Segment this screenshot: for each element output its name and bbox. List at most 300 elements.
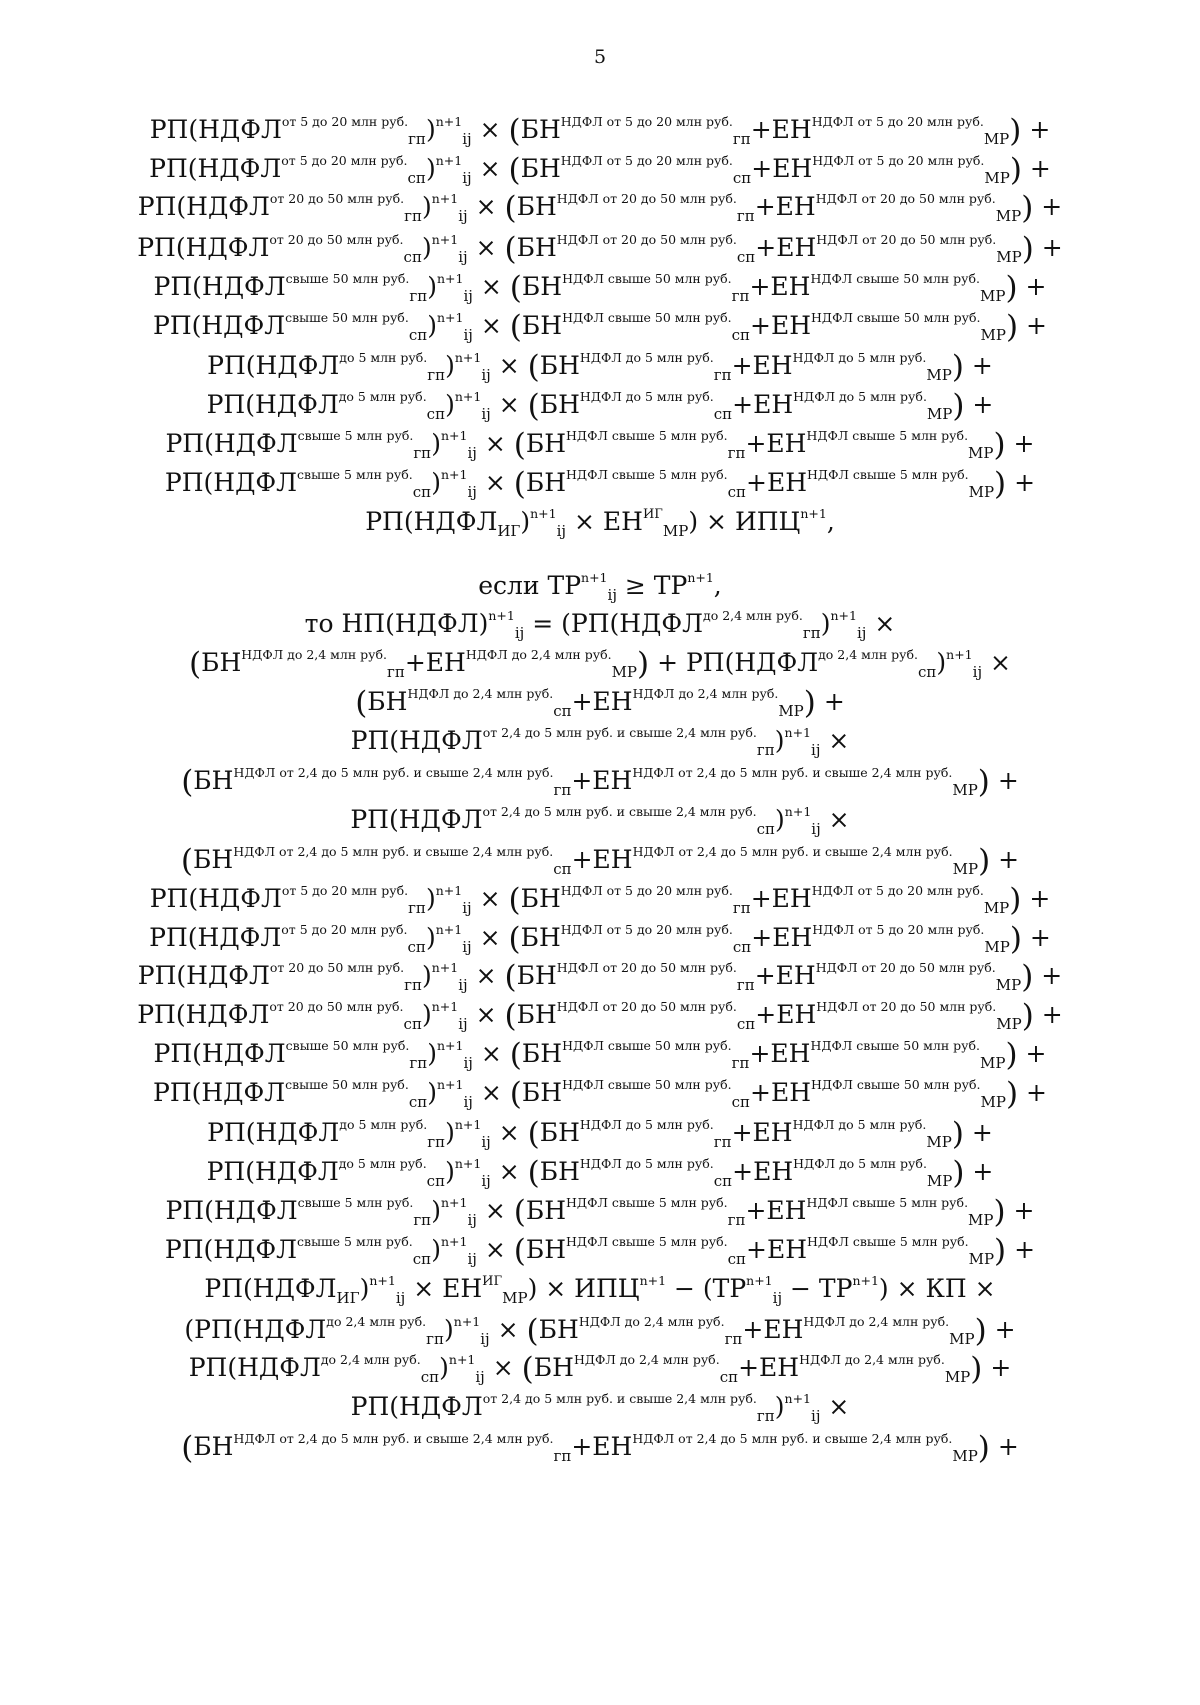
formula-segment: ИГ bbox=[497, 522, 521, 540]
formula-segment: гп bbox=[736, 976, 755, 994]
formula-segment: гп bbox=[732, 130, 751, 148]
formula-segment: × bbox=[476, 429, 514, 458]
formula-segment: +ЕН bbox=[750, 115, 812, 144]
formula-segment: РП(НДФЛ bbox=[137, 192, 270, 221]
formula-segment: сп bbox=[403, 248, 422, 266]
formula-segment: свыше 50 млн руб. bbox=[285, 1038, 410, 1053]
formula-segment: ) bbox=[421, 1000, 432, 1029]
formula-segment: ) bbox=[1009, 152, 1022, 188]
formula-segment: НДФЛ от 5 до 20 млн руб. bbox=[560, 922, 733, 937]
formula-segment: БН bbox=[520, 115, 561, 144]
formula-segment: МР bbox=[952, 860, 979, 878]
formula-segment: гп bbox=[408, 899, 426, 917]
formula-segment: ) bbox=[1021, 998, 1034, 1034]
formula-segment: от 5 до 20 млн руб. bbox=[281, 153, 408, 168]
formula-segment: гп bbox=[404, 976, 422, 994]
formula-segment: n+1 bbox=[431, 960, 459, 975]
formula-segment: сп bbox=[426, 1172, 446, 1190]
formula-segment: сп bbox=[403, 1015, 422, 1033]
formula-segment: РП(НДФЛ bbox=[188, 1353, 321, 1382]
formula-segment: гп bbox=[736, 207, 755, 225]
formula-segment: гп bbox=[727, 444, 746, 462]
formula-segment: ) bbox=[421, 192, 432, 221]
formula-segment: + bbox=[1021, 923, 1051, 952]
formula-segment: НДФЛ до 2,4 млн руб. bbox=[465, 647, 612, 662]
formula-segment: × ЕН bbox=[566, 507, 643, 536]
formula-segment: РП(НДФЛ bbox=[149, 923, 282, 952]
formula-segment: ij bbox=[463, 326, 473, 344]
formula-line bbox=[0, 572, 1200, 603]
formula-segment: × bbox=[476, 468, 514, 497]
formula-segment: до 5 млн руб. bbox=[338, 389, 427, 404]
formula-segment: ij bbox=[462, 130, 472, 148]
formula-segment: ij bbox=[458, 207, 468, 225]
formula-segment: свыше 5 млн руб. bbox=[297, 1234, 413, 1249]
formula-segment: РП(НДФЛ bbox=[350, 805, 483, 834]
formula-segment: НДФЛ от 5 до 20 млн руб. bbox=[560, 153, 733, 168]
formula-segment: НДФЛ свыше 50 млн руб. bbox=[562, 310, 732, 325]
formula-segment: НДФЛ от 20 до 50 млн руб. bbox=[815, 960, 996, 975]
formula-segment: n+1 bbox=[435, 153, 463, 168]
formula-segment: НДФЛ свыше 5 млн руб. bbox=[806, 428, 969, 443]
formula-segment: НДФЛ от 2,4 до 5 млн руб. и свыше 2,4 млн руб. bbox=[233, 1431, 554, 1446]
formula-segment: НДФЛ свыше 50 млн руб. bbox=[811, 1077, 981, 1092]
formula-segment: НДФЛ до 5 млн руб. bbox=[579, 389, 714, 404]
formula-segment: ( bbox=[508, 882, 521, 918]
formula-segment: ij bbox=[463, 287, 473, 305]
formula-segment: то НП(НДФЛ) bbox=[304, 609, 489, 638]
formula-segment: сп bbox=[736, 1015, 756, 1033]
formula-segment: ) bbox=[1021, 231, 1034, 267]
formula-line bbox=[0, 466, 1200, 502]
formula-segment: гп bbox=[732, 899, 751, 917]
formula-segment: × bbox=[490, 351, 528, 380]
formula-segment: × bbox=[820, 1392, 850, 1421]
formula-line bbox=[0, 806, 1200, 837]
formula-segment: НДФЛ до 5 млн руб. bbox=[792, 350, 927, 365]
formula-segment: ) bbox=[431, 429, 441, 458]
formula-segment: ij bbox=[462, 938, 472, 956]
formula-segment: ) bbox=[951, 1116, 964, 1152]
formula-segment: БН bbox=[516, 233, 557, 262]
formula-segment: × bbox=[471, 115, 509, 144]
formula-segment: n+1 bbox=[800, 506, 827, 521]
formula-segment: ) bbox=[1021, 959, 1034, 995]
formula-segment: БН bbox=[367, 687, 408, 716]
formula-segment: РП(НДФЛ bbox=[207, 1118, 340, 1147]
formula-segment: + bbox=[1006, 468, 1036, 497]
formula-segment: БН bbox=[193, 766, 234, 795]
formula-segment: ij bbox=[772, 1289, 783, 1307]
formula-segment: РП(НДФЛ bbox=[165, 1196, 298, 1225]
formula-segment: +ЕН bbox=[404, 648, 466, 677]
formula-segment: n+1 bbox=[746, 1273, 773, 1288]
formula-segment: n+1 bbox=[431, 999, 459, 1014]
formula-segment: − ТР bbox=[782, 1274, 853, 1303]
formula-segment: сп bbox=[713, 405, 733, 423]
formula-segment: ij bbox=[463, 1093, 473, 1111]
formula-segment: МР bbox=[926, 1172, 953, 1190]
formula-segment: = (РП(НДФЛ bbox=[524, 609, 703, 638]
formula-line bbox=[0, 309, 1200, 345]
formula-segment: ) bbox=[1005, 1076, 1019, 1112]
formula-segment: +ЕН bbox=[751, 923, 813, 952]
formula-segment: + bbox=[986, 1315, 1016, 1344]
formula-segment: НДФЛ до 5 млн руб. bbox=[579, 1117, 714, 1132]
formula-segment: ) bbox=[425, 115, 436, 144]
formula-line bbox=[0, 508, 1200, 539]
formula-segment: ) bbox=[425, 923, 436, 952]
formula-segment: МР bbox=[979, 287, 1006, 305]
formula-segment: × bbox=[490, 1118, 528, 1147]
formula-segment: + bbox=[1033, 961, 1063, 990]
formula-segment: + bbox=[1033, 233, 1063, 262]
formula-segment: РП(НДФЛ bbox=[165, 429, 298, 458]
formula-segment: свыше 50 млн руб. bbox=[285, 271, 410, 286]
formula-segment: НДФЛ от 20 до 50 млн руб. bbox=[815, 191, 996, 206]
formula-segment: НДФЛ до 2,4 млн руб. bbox=[799, 1352, 945, 1367]
formula-segment: ) bbox=[1005, 1037, 1018, 1073]
formula-segment: × bbox=[472, 311, 510, 340]
formula-segment: ) bbox=[820, 609, 831, 638]
formula-segment: × bbox=[471, 154, 509, 183]
formula-segment: n+1 bbox=[581, 570, 608, 585]
formula-segment: гп bbox=[409, 287, 428, 305]
formula-segment: МР bbox=[968, 1250, 995, 1268]
formula-line bbox=[0, 685, 1200, 721]
formula-segment: ) bbox=[1005, 270, 1018, 306]
formula-segment: ) bbox=[359, 1274, 370, 1303]
formula-segment: МР bbox=[926, 405, 953, 423]
formula-segment: n+1 bbox=[946, 647, 973, 662]
formula-segment: ij bbox=[481, 1172, 491, 1190]
formula-segment: +ЕН bbox=[745, 1196, 807, 1225]
formula-segment: сп bbox=[727, 483, 747, 501]
formula-segment: ИГ bbox=[482, 1274, 503, 1289]
formula-segment: n+1 bbox=[448, 1352, 476, 1367]
formula-segment: МР bbox=[662, 522, 689, 540]
formula-segment: + bbox=[964, 1157, 994, 1186]
formula-segment: ) bbox=[977, 1430, 990, 1466]
formula-segment: БН bbox=[539, 1157, 580, 1186]
formula-segment: сп bbox=[731, 1093, 750, 1111]
formula-segment: МР bbox=[778, 702, 804, 720]
formula-segment: ij bbox=[556, 522, 567, 540]
formula-segment: сп bbox=[727, 1250, 747, 1268]
formula-segment: МР bbox=[502, 1289, 528, 1307]
formula-segment: гп bbox=[553, 1447, 572, 1465]
formula-segment: × bbox=[490, 390, 528, 419]
formula-segment: гп bbox=[413, 444, 432, 462]
formula-segment: РП(НДФЛ bbox=[350, 1392, 483, 1421]
formula-segment: сп bbox=[420, 1368, 440, 1386]
formula-segment: ij bbox=[811, 741, 821, 759]
formula-segment: ) bbox=[1009, 113, 1022, 149]
formula-segment: БН bbox=[539, 390, 580, 419]
formula-segment: × bbox=[472, 1039, 510, 1068]
formula-segment: РП(НДФЛ bbox=[153, 1078, 286, 1107]
formula-segment: ( bbox=[527, 388, 540, 424]
formula-segment: БН bbox=[520, 884, 561, 913]
formula-segment: n+1 bbox=[687, 570, 714, 585]
formula-segment: РП(НДФЛ bbox=[365, 507, 498, 536]
formula-segment: МР bbox=[968, 444, 994, 462]
formula-segment: ij bbox=[458, 976, 468, 994]
formula-segment: НДФЛ от 5 до 20 млн руб. bbox=[560, 883, 733, 898]
formula-segment: ( bbox=[513, 1233, 526, 1269]
formula-segment: +ЕН bbox=[754, 192, 816, 221]
formula-segment: ij bbox=[481, 1133, 491, 1151]
formula-segment: ij bbox=[972, 663, 983, 681]
formula-segment: РП(НДФЛ bbox=[137, 1000, 270, 1029]
formula-segment: ) bbox=[445, 1157, 455, 1186]
formula-line bbox=[0, 998, 1200, 1034]
formula-segment: n+1 bbox=[431, 191, 459, 206]
formula-segment: +ЕН bbox=[731, 1118, 793, 1147]
formula-segment: n+1 bbox=[440, 428, 468, 443]
formula-line bbox=[0, 427, 1200, 463]
formula-segment: свыше 5 млн руб. bbox=[297, 428, 414, 443]
formula-segment: гп bbox=[731, 287, 750, 305]
formula-segment: до 5 млн руб. bbox=[339, 1117, 428, 1132]
formula-segment: МР bbox=[611, 663, 638, 681]
formula-segment: РП(НДФЛ bbox=[137, 233, 270, 262]
formula-segment: НДФЛ до 5 млн руб. bbox=[579, 1156, 714, 1171]
formula-segment: НДФЛ от 20 до 50 млн руб. bbox=[556, 191, 737, 206]
formula-segment: ( bbox=[513, 1194, 526, 1230]
formula-segment: РП(НДФЛ bbox=[164, 1235, 298, 1264]
formula-segment: РП(НДФЛ bbox=[137, 961, 270, 990]
formula-segment: НДФЛ от 2,4 до 5 млн руб. и свыше 2,4 млн руб. bbox=[632, 765, 953, 780]
formula-segment: гп bbox=[426, 1330, 444, 1348]
formula-segment: n+1 bbox=[440, 1234, 468, 1249]
formula-segment: РП(НДФЛ bbox=[149, 884, 282, 913]
formula-segment: ) bbox=[970, 1351, 983, 1387]
formula-segment: РП(НДФЛ bbox=[206, 390, 339, 419]
formula-segment: + bbox=[1005, 1196, 1035, 1225]
page-number: 5 bbox=[593, 46, 607, 68]
formula-segment: n+1 bbox=[431, 232, 459, 247]
formula-segment: ij bbox=[462, 169, 472, 187]
formula-segment: × bbox=[982, 648, 1011, 677]
formula-segment: гп bbox=[409, 1054, 428, 1072]
formula-segment: НДФЛ свыше 5 млн руб. bbox=[566, 1234, 728, 1249]
formula-segment: ( bbox=[504, 998, 517, 1034]
formula-segment: n+1 bbox=[454, 389, 482, 404]
formula-segment: ) bbox=[431, 1196, 441, 1225]
formula-segment: ij bbox=[811, 1407, 821, 1425]
formula-segment: гп bbox=[404, 207, 422, 225]
formula-segment: БН bbox=[201, 648, 242, 677]
formula-segment: ij bbox=[856, 624, 867, 642]
formula-segment: сп bbox=[719, 1368, 739, 1386]
formula-segment: БН bbox=[520, 154, 561, 183]
formula-segment: ij bbox=[463, 1054, 473, 1072]
formula-segment: гп bbox=[713, 1133, 732, 1151]
formula-segment: ij bbox=[475, 1368, 485, 1386]
formula-segment: до 2,4 млн руб. bbox=[818, 647, 918, 662]
formula-segment: НДФЛ свыше 50 млн руб. bbox=[811, 310, 981, 325]
formula-segment: до 2,4 млн руб. bbox=[703, 608, 803, 623]
formula-segment: сп bbox=[407, 169, 426, 187]
formula-segment: ) bbox=[1005, 309, 1019, 345]
formula-segment: , bbox=[713, 571, 722, 600]
formula-line bbox=[0, 882, 1200, 918]
formula-segment: + bbox=[989, 766, 1019, 795]
formula-segment: − (ТР bbox=[666, 1274, 747, 1303]
formula-line bbox=[0, 1076, 1200, 1112]
formula-line bbox=[0, 921, 1200, 957]
formula-segment: +ЕН bbox=[742, 1315, 804, 1344]
formula-segment: НДФЛ до 2,4 млн руб. bbox=[578, 1314, 725, 1329]
formula-segment: ( bbox=[180, 843, 194, 879]
formula-line bbox=[0, 113, 1200, 149]
formula-segment: МР bbox=[984, 938, 1010, 956]
formula-segment: до 5 млн руб. bbox=[338, 1156, 427, 1171]
formula-line bbox=[0, 388, 1200, 424]
formula-segment: + bbox=[1005, 429, 1035, 458]
formula-segment: × bbox=[476, 1235, 514, 1264]
formula-segment: от 2,4 до 5 млн руб. и свыше 2,4 млн руб. bbox=[482, 804, 757, 819]
formula-segment: от 5 до 20 млн руб. bbox=[281, 883, 409, 898]
formula-segment: ) bbox=[445, 390, 455, 419]
formula-segment: ) bbox=[439, 1353, 449, 1382]
formula-segment: + bbox=[964, 390, 994, 419]
formula-segment: НДФЛ от 5 до 20 млн руб. bbox=[812, 153, 985, 168]
formula-segment: ИГ bbox=[336, 1289, 360, 1307]
formula-segment: НДФЛ свыше 50 млн руб. bbox=[562, 1038, 732, 1053]
formula-line bbox=[0, 1116, 1200, 1152]
formula-segment: ) bbox=[427, 1039, 437, 1068]
formula-segment: ≥ ТР bbox=[616, 571, 688, 600]
formula-segment: ( bbox=[526, 1313, 539, 1349]
formula-line bbox=[0, 1037, 1200, 1073]
formula-segment: ) bbox=[520, 507, 531, 536]
formula-segment: n+1 bbox=[435, 114, 463, 129]
formula-segment: ( bbox=[513, 466, 526, 502]
formula-line bbox=[0, 1430, 1200, 1466]
formula-segment: n+1 bbox=[436, 1038, 464, 1053]
formula-segment: ) bbox=[444, 1315, 454, 1344]
formula-segment: ( bbox=[508, 113, 521, 149]
formula-line bbox=[0, 764, 1200, 800]
formula-segment: НДФЛ свыше 5 млн руб. bbox=[566, 428, 728, 443]
formula-segment: сп bbox=[408, 326, 428, 344]
formula-segment: × bbox=[820, 805, 850, 834]
formula-segment: +ЕН bbox=[571, 687, 633, 716]
formula-segment: ) bbox=[994, 1233, 1007, 1269]
formula-segment: n+1 bbox=[454, 1117, 482, 1132]
formula-segment: гп bbox=[731, 1054, 750, 1072]
formula-segment: × bbox=[866, 609, 896, 638]
formula-segment: ) bbox=[425, 154, 436, 183]
formula-segment: ) bbox=[427, 1078, 437, 1107]
formula-segment: ij bbox=[514, 624, 525, 642]
formula-segment: +ЕН bbox=[732, 390, 794, 419]
formula-segment: РП(НДФЛ bbox=[149, 154, 282, 183]
formula-segment: +ЕН bbox=[749, 272, 811, 301]
formula-segment: РП(НДФЛ bbox=[164, 468, 298, 497]
formula-segment: ij bbox=[462, 899, 472, 917]
formula-segment: ij bbox=[458, 248, 468, 266]
formula-segment: × bbox=[484, 1353, 522, 1382]
formula-segment: от 2,4 до 5 млн руб. и свыше 2,4 млн руб. bbox=[482, 1391, 757, 1406]
formula-segment: n+1 bbox=[784, 804, 812, 819]
formula-segment: n+1 bbox=[454, 350, 482, 365]
formula-segment: НДФЛ от 5 до 20 млн руб. bbox=[560, 114, 733, 129]
formula-line bbox=[0, 1155, 1200, 1191]
formula-segment: РП(НДФЛ bbox=[153, 1039, 286, 1068]
formula-segment: ( bbox=[509, 1037, 522, 1073]
formula-segment: ) bbox=[425, 884, 436, 913]
formula-segment: свыше 50 млн руб. bbox=[285, 310, 409, 325]
formula-segment: ) × ИПЦ bbox=[688, 507, 801, 536]
formula-segment: ) bbox=[993, 427, 1006, 463]
formula-segment: сп bbox=[407, 938, 426, 956]
formula-segment: БН bbox=[516, 192, 557, 221]
formula-segment: × bbox=[476, 1196, 514, 1225]
formula-segment: НДФЛ свыше 5 млн руб. bbox=[806, 1195, 969, 1210]
formula-segment: × bbox=[489, 1315, 527, 1344]
formula-segment: НДФЛ свыше 50 млн руб. bbox=[810, 271, 980, 286]
formula-segment: МР bbox=[983, 130, 1010, 148]
formula-segment: n+1 bbox=[784, 725, 812, 740]
formula-segment: ) bbox=[1009, 882, 1022, 918]
formula-line bbox=[0, 1313, 1200, 1349]
formula-segment: до 5 млн руб. bbox=[339, 350, 428, 365]
formula-segment: ( bbox=[509, 309, 522, 345]
formula-segment: ) bbox=[1021, 190, 1034, 226]
formula-segment: × bbox=[467, 192, 505, 221]
formula-segment: + bbox=[982, 1353, 1012, 1382]
formula-segment: БН bbox=[193, 845, 234, 874]
formula-segment: ) bbox=[774, 726, 785, 755]
formula-segment: гп bbox=[427, 366, 446, 384]
formula-segment: n+1 bbox=[488, 608, 515, 623]
formula-segment: n+1 bbox=[530, 506, 557, 521]
formula-segment: + bbox=[1021, 154, 1051, 183]
formula-segment: ) × ИПЦ bbox=[527, 1274, 640, 1303]
formula-segment: НДФЛ от 5 до 20 млн руб. bbox=[812, 922, 985, 937]
formula-segment: МР bbox=[949, 1330, 975, 1348]
formula-segment: НДФЛ свыше 50 млн руб. bbox=[562, 1077, 732, 1092]
formula-line bbox=[0, 152, 1200, 188]
formula-segment: НДФЛ свыше 5 млн руб. bbox=[807, 1234, 969, 1249]
formula-segment: НДФЛ до 2,4 млн руб. bbox=[632, 686, 779, 701]
formula-segment: гп bbox=[427, 1133, 446, 1151]
formula-segment: НДФЛ от 2,4 до 5 млн руб. и свыше 2,4 млн руб. bbox=[233, 765, 554, 780]
formula-segment: ( bbox=[513, 427, 526, 463]
formula-segment: ) bbox=[637, 646, 650, 682]
formula-segment: ( bbox=[508, 152, 521, 188]
formula-segment: ) bbox=[431, 1235, 441, 1264]
formula-segment: гп bbox=[756, 1407, 775, 1425]
formula-segment: РП(НДФЛ bbox=[149, 115, 282, 144]
formula-segment: + bbox=[1018, 1078, 1047, 1107]
formula-segment: до 2,4 млн руб. bbox=[326, 1314, 427, 1329]
formula-segment: n+1 bbox=[369, 1273, 396, 1288]
formula-segment: + bbox=[963, 1118, 993, 1147]
formula-segment: +ЕН bbox=[755, 233, 817, 262]
formula-segment: ) bbox=[994, 466, 1007, 502]
formula-segment: БН bbox=[538, 1315, 579, 1344]
formula-segment: ) × КП × bbox=[878, 1274, 996, 1303]
formula-segment: × bbox=[490, 1157, 528, 1186]
formula-segment: МР bbox=[983, 899, 1010, 917]
formula-segment: ( bbox=[527, 349, 540, 385]
formula-line bbox=[0, 1275, 1200, 1306]
formula-segment: +ЕН bbox=[738, 1353, 800, 1382]
